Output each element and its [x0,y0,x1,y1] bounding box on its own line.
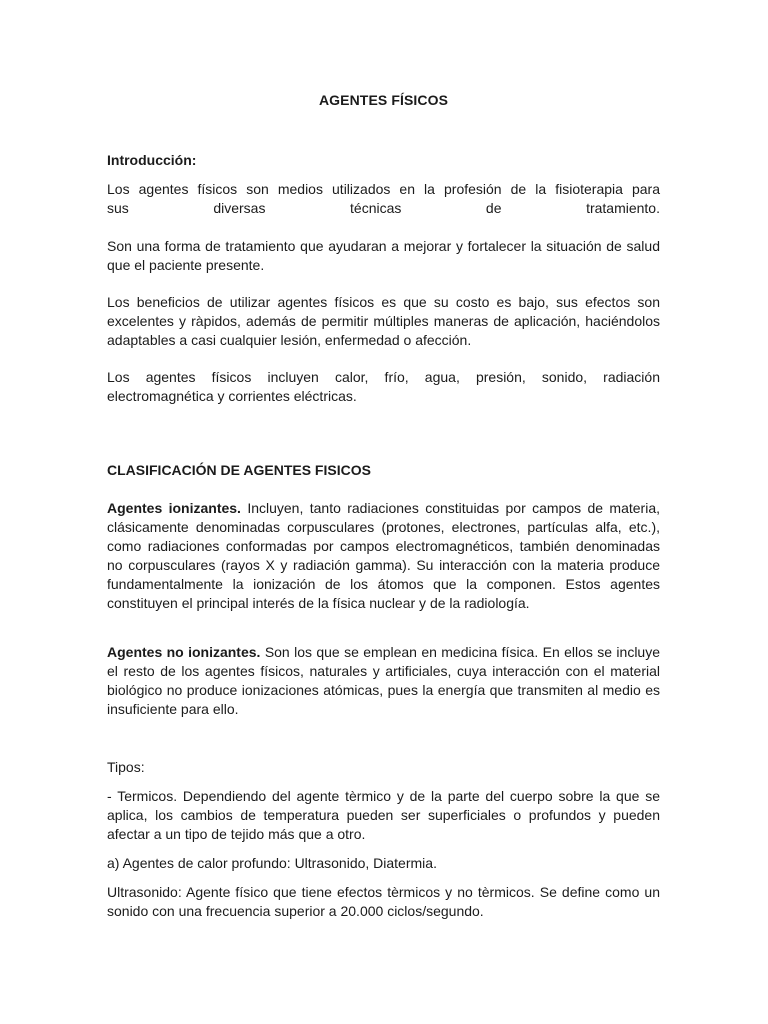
intro-paragraph-3: Los beneficios de utilizar agentes físicos es que su costo es bajo, sus efectos son excelentes y ràpidos, además de permitir múltiples maneras de aplicación, haciéndolos adaptables a casi cualquier lesión, enfermedad o afección. [107,294,660,348]
intro-heading: Introducción: [107,152,197,168]
intro-paragraph-4: Los agentes físicos incluyen calor, frío, agua, presión, sonido, radiación electromagnética y corrientes eléctricas. [107,369,660,404]
thermal-agents-paragraph: - Termicos. Dependiendo del agente tèrmico y de la parte del cuerpo sobre la que se aplica, los cambios de temperatura pueden ser superficiales o profundos y pueden afectar a un tipo de tejido más que a otro. [107,788,660,842]
intro-paragraph-1-line-2: sus diversas técnicas de tratamiento. [107,200,660,216]
intro-paragraph-2: Son una forma de tratamiento que ayudaran a mejorar y fortalecer la situación de salud que el paciente presente. [107,238,660,273]
intro-paragraph-1-line-1: Los agentes físicos son medios utilizados en la profesión de la fisioterapia para [107,181,660,197]
classification-heading: CLASIFICACIÓN DE AGENTES FISICOS [107,462,371,478]
document-title: AGENTES FÍSICOS [318,92,449,108]
ionizing-agents-text: Incluyen, tanto radiaciones constituidas por campos de materia, clásicamente denominadas corpusculares (protones, electrones, partículas alfa, etc.), como radiaciones conformadas por campos electromagnéticos, también denominadas no corpusculares (rayos X y radiación gamma). Su interacción con la materia produce fundamentalmente la ionización de los átomos que la componen. Estos agentes constituyen el principal interés de la física nuclear y de la radiología. [107,500,660,611]
nonionizing-agents-term: Agentes no ionizantes. [107,644,261,660]
nonionizing-agents-text: Son los que se emplean en medicina física. En ellos se incluye el resto de los agentes físicos, naturales y artificiales, cuya interacción con el material biológico no produce ionizaciones atómicas, pues la energía que transmiten al medio es insuficiente para ello. [107,644,661,717]
ionizing-agents-paragraph [107,499,660,613]
ionizing-agents-term: Agentes ionizantes. [107,500,241,516]
types-label: Tipos: [107,759,145,775]
nonionizing-agents-paragraph [107,643,660,719]
deep-heat-agents-line: a) Agentes de calor profundo: Ultrasonido, Diatermia. [107,855,437,871]
ultrasound-paragraph: Ultrasonido: Agente físico que tiene efectos tèrmicos y no tèrmicos. Se define como un sonido con una frecuencia superior a 20.000 ciclos/segundo. [107,884,660,919]
